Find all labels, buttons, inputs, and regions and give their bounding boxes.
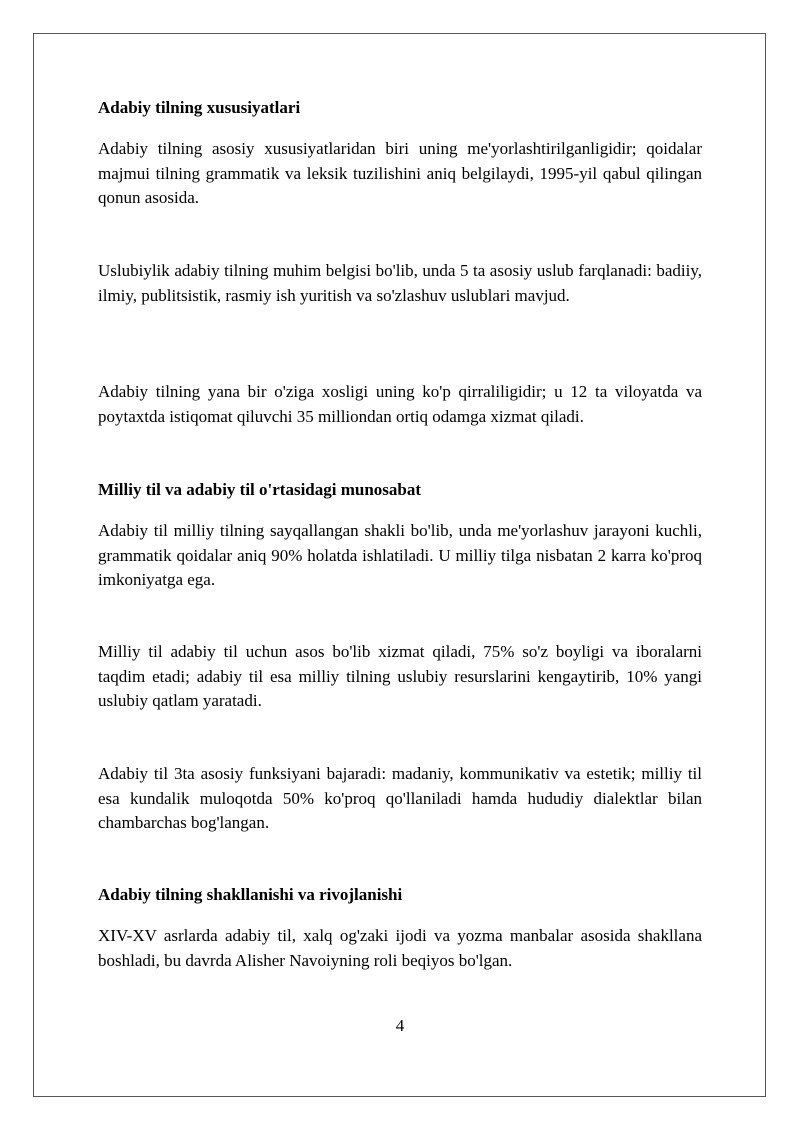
section-heading-3: Adabiy tilning shakllanishi va rivojlanishi [98, 885, 403, 904]
paragraph-1-1: Adabiy tilning asosiy xususiyatlaridan biri uning me'yorlashtirilganligidir; qoidalar majmui tilning grammatik va leksik tuzilishini aniq belgilaydi, 1995-yil qabul qilingan qonun asosida. [98, 139, 702, 207]
paragraph-2-1: Adabiy til milliy tilning sayqallangan shakli bo'lib, unda me'yorlashuv jarayoni kuchli, grammatik qoidalar aniq 90% holatda ishlatiladi. U milliy tilga nisbatan 2 karra ko'proq imkoniyatga ega. [98, 521, 702, 589]
section-heading-2: Milliy til va adabiy til o'rtasidagi munosabat [98, 480, 422, 499]
paragraph-1-3: Adabiy tilning yana bir o'ziga xosligi uning ko'p qirraliligidir; u 12 ta viloyatda va poytaxtda istiqomat qiluvchi 35 milliondan ortiq odamga xizmat qiladi. [98, 382, 702, 426]
page-number: 4 [395, 1016, 405, 1035]
paragraph-2-2: Milliy til adabiy til uchun asos bo'lib xizmat qiladi, 75% so'z boyligi va iboralarni taqdim etadi; adabiy til esa milliy tilning uslubiy resurslarini kengaytirib, 10% yangi uslubiy qatlam yaratadi. [98, 642, 702, 710]
section-heading-1: Adabiy tilning xususiyatlari [98, 98, 301, 117]
paragraph-1-2: Uslubiylik adabiy tilning muhim belgisi bo'lib, unda 5 ta asosiy uslub farqlanadi: badiiy, ilmiy, publitsistik, rasmiy ish yuritish va so'zlashuv uslublari mavjud. [98, 261, 702, 305]
paragraph-3-1: XIV-XV asrlarda adabiy til, xalq og'zaki ijodi va yozma manbalar asosida shakllana boshladi, bu davrda Alisher Navoiyning roli beqiyos bo'lgan. [98, 926, 702, 970]
paragraph-2-3: Adabiy til 3ta asosiy funksiyani bajaradi: madaniy, kommunikativ va estetik; milliy til esa kundalik muloqotda 50% ko'proq qo'llaniladi hamda hududiy dialektlar bilan chambarchas bog'langan. [98, 764, 702, 832]
